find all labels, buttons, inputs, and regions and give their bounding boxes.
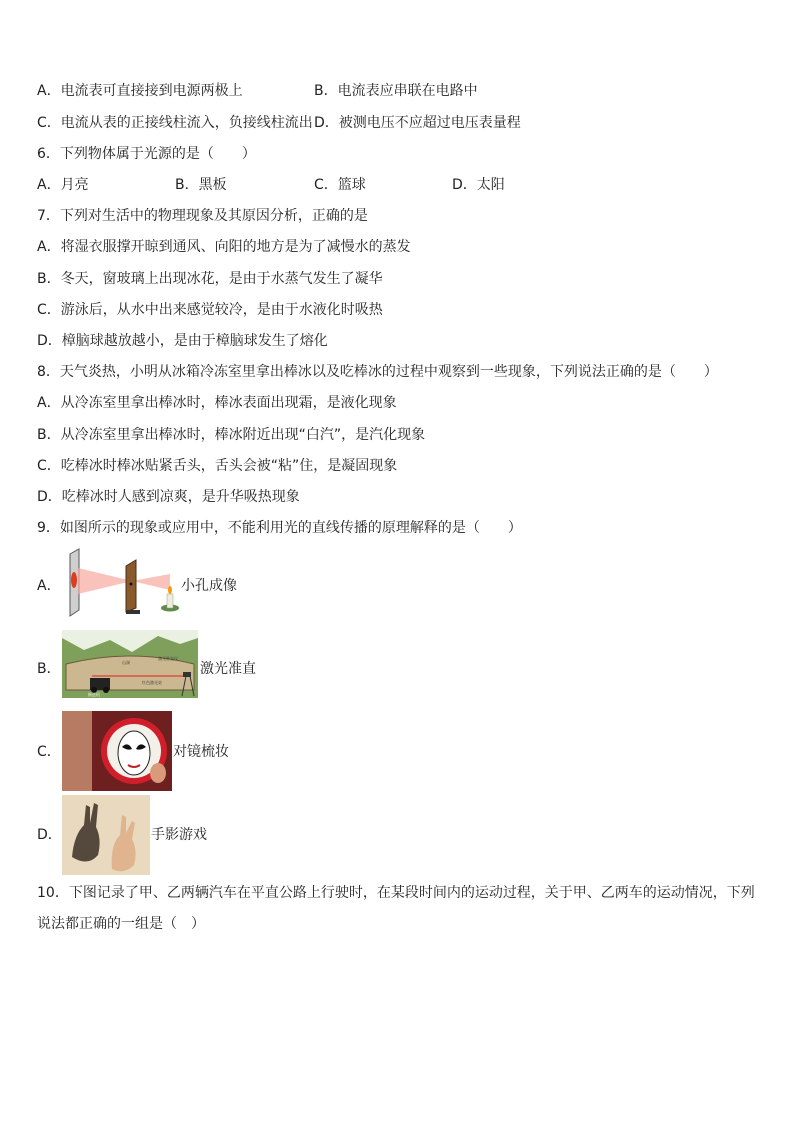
tunnel-label: 山洞: [122, 660, 130, 665]
hand-shadow-illustration: [62, 795, 150, 875]
q6-option-c: C．篮球: [314, 177, 366, 193]
q8-option-d: D．吃棒冰时人感到凉爽，是升华吸热现象: [37, 489, 300, 505]
q5-option-d: D．被测电压不应超过电压表量程: [314, 115, 521, 131]
q9-stem: 9．如图所示的现象或应用中，不能利用光的直线传播的原理解释的是（ ）: [37, 520, 522, 536]
q6-option-a: A．月亮: [37, 177, 89, 193]
q9-option-b-letter: B．: [37, 661, 61, 677]
q8-option-c: C．吃棒冰时棒冰贴紧舌头，舌头会被“粘”住，是凝固现象: [37, 458, 398, 474]
q5-option-b: B．电流表应串联在电路中: [314, 83, 478, 99]
q6-stem: 6．下列物体属于光源的是（ ）: [37, 146, 256, 162]
q10-stem-line-2: 说法都正确的一组是（ ）: [37, 916, 205, 932]
tunneling-machine-label: 掘进机: [88, 692, 100, 697]
q9-option-b-caption: 激光准直: [200, 661, 256, 677]
laser-alignment-figure: [62, 630, 198, 698]
q6-option-d: D．太阳: [452, 177, 505, 193]
q5-option-a: A．电流表可直接接到电源两极上: [37, 83, 243, 99]
q9-option-c-letter: C．: [37, 744, 61, 760]
q8-stem: 8．天气炎热，小明从冰箱冷冻室里拿出棒冰以及吃棒冰的过程中观察到一些现象，下列说法正确的是（ ）: [37, 364, 718, 380]
q8-option-a: A．从冷冻室里拿出棒冰时，棒冰表面出现霜，是液化现象: [37, 395, 397, 411]
q9-option-a-letter: A．: [37, 578, 61, 594]
hand-shadow-figure: [62, 795, 150, 875]
mirror-makeup-figure: [62, 711, 172, 791]
q9-option-d-caption: 手影游戏: [151, 827, 207, 843]
q7-stem: 7．下列对生活中的物理现象及其原因分析，正确的是: [37, 208, 368, 224]
q9-option-d-letter: D．: [37, 827, 62, 843]
q6-option-b: B．黑板: [175, 177, 227, 193]
q7-option-a: A．将湿衣服撑开晾到通风、向阳的地方是为了减慢水的蒸发: [37, 239, 411, 255]
q9-option-c-caption: 对镜梳妆: [173, 744, 229, 760]
pinhole-imaging-figure: [62, 546, 179, 618]
q7-option-d: D．樟脑球越放越小，是由于樟脑球发生了熔化: [37, 333, 328, 349]
q10-stem-line-1: 10．下图记录了甲、乙两辆汽车在平直公路上行驶时，在某段时间内的运动过程，关于甲、乙两车的运动情况，下列: [37, 885, 755, 901]
q7-option-b: B．冬天，窗玻璃上出现冰花，是由于水蒸气发生了凝华: [37, 271, 383, 287]
laser-alignment-illustration: [62, 630, 198, 698]
red-laser-beam-label: 红色激光束: [142, 680, 162, 685]
laser-device-label: 激光准直仪: [158, 656, 178, 661]
mirror-makeup-illustration: [62, 711, 172, 791]
pinhole-imaging-illustration: [62, 546, 179, 618]
q5-option-c: C．电流从表的正接线柱流入，负接线柱流出: [37, 115, 313, 131]
q9-option-a-caption: 小孔成像: [181, 578, 237, 594]
q7-option-c: C．游泳后，从水中出来感觉较冷，是由于水液化时吸热: [37, 302, 383, 318]
q8-option-b: B．从冷冻室里拿出棒冰时，棒冰附近出现“白汽”，是汽化现象: [37, 427, 426, 443]
